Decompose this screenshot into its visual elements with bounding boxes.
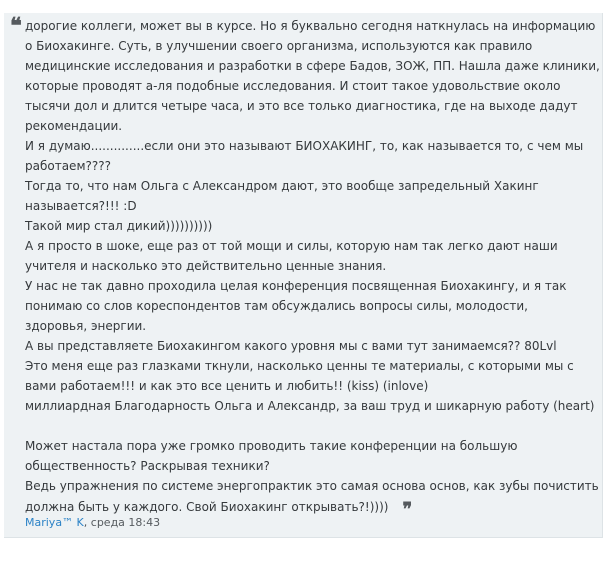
quote-line: общественность? Раскрывая техники? bbox=[25, 459, 270, 473]
close-quote-icon: ❞ bbox=[402, 499, 413, 520]
quoted-message bbox=[4, 13, 603, 538]
quote-line: Может настала пора уже громко проводить такие конференции на большую bbox=[25, 439, 518, 453]
quote-last-line bbox=[25, 496, 590, 520]
quote-line: Тогда то, что нам Ольга с Александром дают, это вообще запредельный Хакинг bbox=[25, 179, 539, 193]
open-quote-icon: ❝ bbox=[10, 13, 22, 39]
quote-line: вами работаем!!! и как это все ценить и любить!! (kiss) (inlove) bbox=[25, 379, 429, 393]
quote-text bbox=[25, 16, 600, 520]
quote-line: А вы представляете Биохакингом какого уровня мы с вами тут занимаемся?? 80Lvl bbox=[25, 339, 557, 353]
meta-separator: , bbox=[83, 516, 91, 529]
quote-line: Ведь упражнения по системе энергопрактик это самая основа основ, как зубы почистить bbox=[25, 479, 599, 493]
message-meta bbox=[25, 515, 160, 531]
quote-line: дорогие коллеги, может вы в курсе. Но я буквально сегодня наткнулась на информацию bbox=[25, 19, 596, 33]
quote-line: А я просто в шоке, еще раз от той мощи и силы, которую нам так легко дают наши bbox=[25, 239, 558, 253]
quote-line: медицинские исследования и разработки в сфере Бадов, ЗОЖ, ПП. Нашла даже клиники, bbox=[25, 59, 600, 73]
quote-line: миллиардная Благодарность Ольга и Александр, за ваш труд и шикарную работу (heart) bbox=[25, 399, 595, 413]
quote-line: о Биохакинге. Суть, в улучшении своего организма, используются как правило bbox=[25, 39, 533, 53]
quote-last-line-text: должна быть у каждого. Свой Биохакинг открывать?!)))) bbox=[25, 500, 389, 514]
quote-line: У нас не так давно проходила целая конференция посвященная Биохакингу, и я так bbox=[25, 279, 567, 293]
author-name-link[interactable]: Mariya™ K bbox=[25, 516, 84, 529]
quote-line: понимаю со слов кореспондентов там обсуждались вопросы силы, молодости, bbox=[25, 299, 528, 313]
quote-line: И я думаю..............если они это называют БИОХАКИНГ, то, как называется то, с чем мы bbox=[25, 139, 584, 153]
quote-line: которые проводят а-ля подобные исследования. И стоит такое удовольствие около bbox=[25, 79, 561, 93]
quote-line: рекомендации. bbox=[25, 119, 123, 133]
quote-line: Это меня еще раз глазками ткнули, насколько ценны те материалы, с которыми мы с bbox=[25, 359, 574, 373]
quote-line: учителя и насколько это действительно ценные знания. bbox=[25, 259, 387, 273]
quote-line: здоровья, энергии. bbox=[25, 319, 147, 333]
quote-line: тысячи дол и длится четыре часа, и это все только диагностика, где на выходе дадут bbox=[25, 99, 578, 113]
quote-line: работаем???? bbox=[25, 159, 111, 173]
quote-line: Такой мир стал дикий)))))))))) bbox=[25, 219, 213, 233]
quote-line: называется?!!! :D bbox=[25, 199, 137, 213]
paragraph-gap bbox=[25, 416, 590, 436]
message-timestamp: среда 18:43 bbox=[90, 516, 161, 529]
